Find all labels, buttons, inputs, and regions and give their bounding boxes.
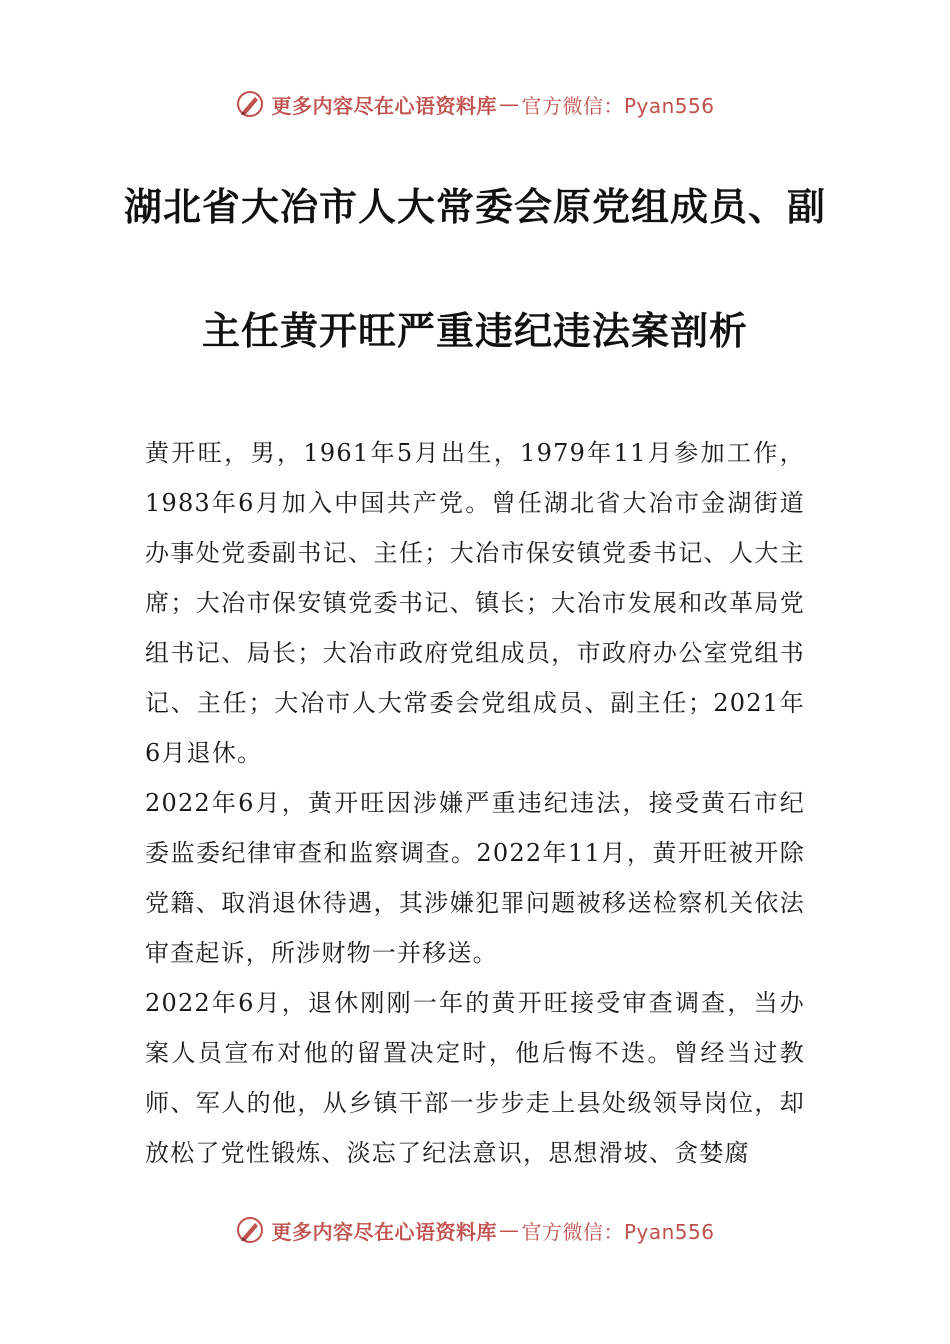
- pen-logo-icon: [235, 1215, 265, 1245]
- watermark-prefix: 更多内容尽在心语资料库: [271, 93, 497, 118]
- document-body: [145, 428, 805, 1178]
- document-title-line-2: 主任黄开旺严重违纪违法案剖析: [201, 309, 748, 353]
- watermark-prefix: 更多内容尽在心语资料库: [271, 1219, 497, 1244]
- paragraph-bio: 黄开旺，男，1961年5月出生，1979年11月参加工作，1983年6月加入中国共产党。曾任湖北省大冶市金湖街道办事处党委副书记、主任；大冶市保安镇党委书记、人大主席；大冶市保安镇党委书记、镇长；大冶市发展和改革局党组书记、局长；大冶市政府党组成员，市政府办公室党组书记、主任；大冶市人大常委会党组成员、副主任；2021年6月退休。: [145, 439, 805, 767]
- watermark-suffix: 官方微信：Pyan556: [521, 1219, 715, 1244]
- pen-logo-icon: [235, 89, 265, 119]
- paragraph-investigation: 2022年6月，黄开旺因涉嫌严重违纪违法，接受黄石市纪委监委纪律审查和监察调查。2022年11月，黄开旺被开除党籍、取消退休待遇，其涉嫌犯罪问题被移送检察机关依法审查起诉，所涉财物一并移送。: [145, 789, 805, 967]
- watermark-dash: —: [498, 1218, 520, 1242]
- document-title-line-1: 湖北省大冶市人大常委会原党组成员、副: [123, 185, 826, 229]
- watermark-dash: —: [498, 92, 520, 116]
- paragraph-analysis: 2022年6月，退休刚刚一年的黄开旺接受审查调查，当办案人员宣布对他的留置决定时，他后悔不迭。曾经当过教师、军人的他，从乡镇干部一步步走上县处级领导岗位，却放松了党性锻炼、淡忘了纪法意识，思想滑坡、贪婪腐: [145, 989, 805, 1167]
- watermark-suffix: 官方微信：Pyan556: [521, 93, 715, 118]
- watermark-banner-top: [0, 84, 950, 124]
- watermark-banner-bottom: [0, 1210, 950, 1250]
